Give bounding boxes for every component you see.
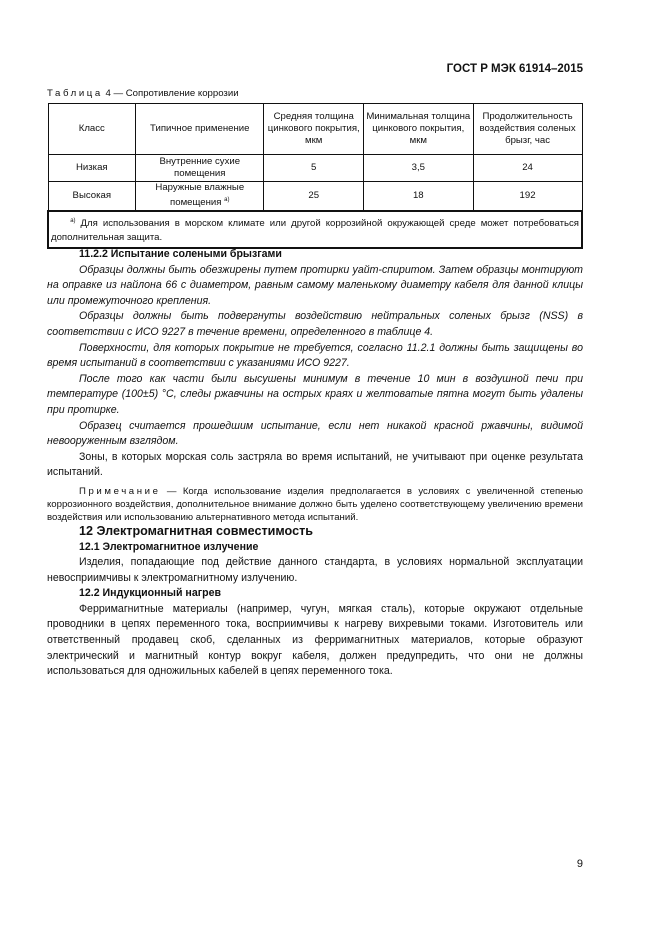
page-number: 9 xyxy=(576,858,583,870)
header-cell: Средняя толщина цинкового покрытия, мкм xyxy=(264,104,364,155)
section-heading: 12 Электромагнитная совместимость xyxy=(79,523,313,538)
section-heading: 11.2.2 Испытание солеными брызгами xyxy=(79,248,282,260)
table-cell: 5 xyxy=(264,155,364,182)
note-text: — Когда использование изделия предполагается в условиях с увеличенной степенью коррозионного воздействия, дополнительное внимание должно быть уделено соответствующему увеличению времени воздействия или использованию альтернативного метода испытаний. xyxy=(47,485,583,523)
footnote-text: Для использования в морском климате или другой коррозийной окружающей среде может потребоваться дополнительная защита. xyxy=(51,218,579,243)
subsection-heading: 12.1 Электромагнитное излучение xyxy=(79,540,259,553)
paragraph: Образцы должны быть обезжирены путем протирки уайт-спиритом. Затем образцы монтируют на оправке из найлона 66 с диаметром, равным самому маленькому диаметру кабеля для данной клицы или промежуточного крепления. xyxy=(47,263,583,307)
table-caption-word: Таблица xyxy=(47,88,103,99)
document-body xyxy=(47,247,583,680)
paragraph: Зоны, в которых морская соль застряла во время испытаний, не учитывают при оценке результата испытаний. xyxy=(47,450,583,479)
table-cell: Высокая xyxy=(48,182,136,212)
header-cell: Продолжительность воздействия соленых брызг, час xyxy=(473,104,582,155)
note-label: Примечание xyxy=(79,485,161,497)
paragraph: Поверхности, для которых покрытие не требуется, согласно 11.2.1 должны быть защищены во время испытаний в соответствии с указаниями ИСО 9227. xyxy=(47,341,583,370)
footnote-mark: а) xyxy=(70,218,76,225)
corrosion-table xyxy=(47,103,583,249)
table-caption-title: 4 — Сопротивление коррозии xyxy=(102,88,239,99)
note xyxy=(47,485,583,524)
table-row xyxy=(48,155,582,182)
document-id: ГОСТ Р МЭК 61914–2015 xyxy=(446,63,583,75)
paragraph: Изделия, попадающие под действие данного стандарта, в условиях нормальной эксплуатации невосприимчивы к электромагнитному излучению. xyxy=(47,556,583,584)
header-cell: Типичное применение xyxy=(136,104,264,155)
paragraph: Образцы должны быть подвергнуты воздействию нейтральных соленых брызг (NSS) в соответствии с ИСО 9227 в течение времени, определенного в таблице 4. xyxy=(47,310,583,338)
table-cell xyxy=(136,182,264,212)
table-cell: Низкая xyxy=(48,155,136,182)
table-cell: 3,5 xyxy=(363,155,473,182)
table-header-row xyxy=(48,104,582,155)
table-footnote xyxy=(48,211,582,248)
table-footnote-row xyxy=(48,211,582,248)
footnote-ref: а) xyxy=(224,197,230,204)
paragraph: Ферримагнитные материалы (например, чугун, мягкая сталь), которые окружают отдельные проводники в цепях переменного тока, восприимчивы к нагреву вихревыми токами. Изготовитель или ответственный продавец скоб, сделанных из ферримагнитных материалов, которые образуют электрический и магнитный контур вокруг кабеля, должен предупредить, что они не должны использоваться для одножильных кабелей в цепях переменного тока. xyxy=(47,602,583,678)
table-cell: 18 xyxy=(363,182,473,212)
cell-text: Наружные влажные помещения xyxy=(155,182,245,209)
paragraph: Образец считается прошедшим испытание, если нет никакой красной ржавчины, видимой невооруженным взглядом. xyxy=(47,419,583,448)
header-cell: Минимальная толщина цинкового покрытия, мкм xyxy=(363,104,473,155)
paragraph: После того как части были высушены минимум в течение 10 мин в воздушной печи при температуре (100±5) °С, следы ржавчины на острых краях и желтоватые пятна могут быть удалены при протирке. xyxy=(47,372,583,416)
table-cell: 192 xyxy=(473,182,582,212)
table-caption xyxy=(47,88,239,99)
header-cell: Класс xyxy=(48,104,136,155)
subsection-heading: 12.2 Индукционный нагрев xyxy=(79,587,221,600)
table-cell: 24 xyxy=(473,155,582,182)
table-cell: 25 xyxy=(264,182,364,212)
table-cell: Внутренние сухие помещения xyxy=(136,155,264,182)
table-row xyxy=(48,182,582,212)
